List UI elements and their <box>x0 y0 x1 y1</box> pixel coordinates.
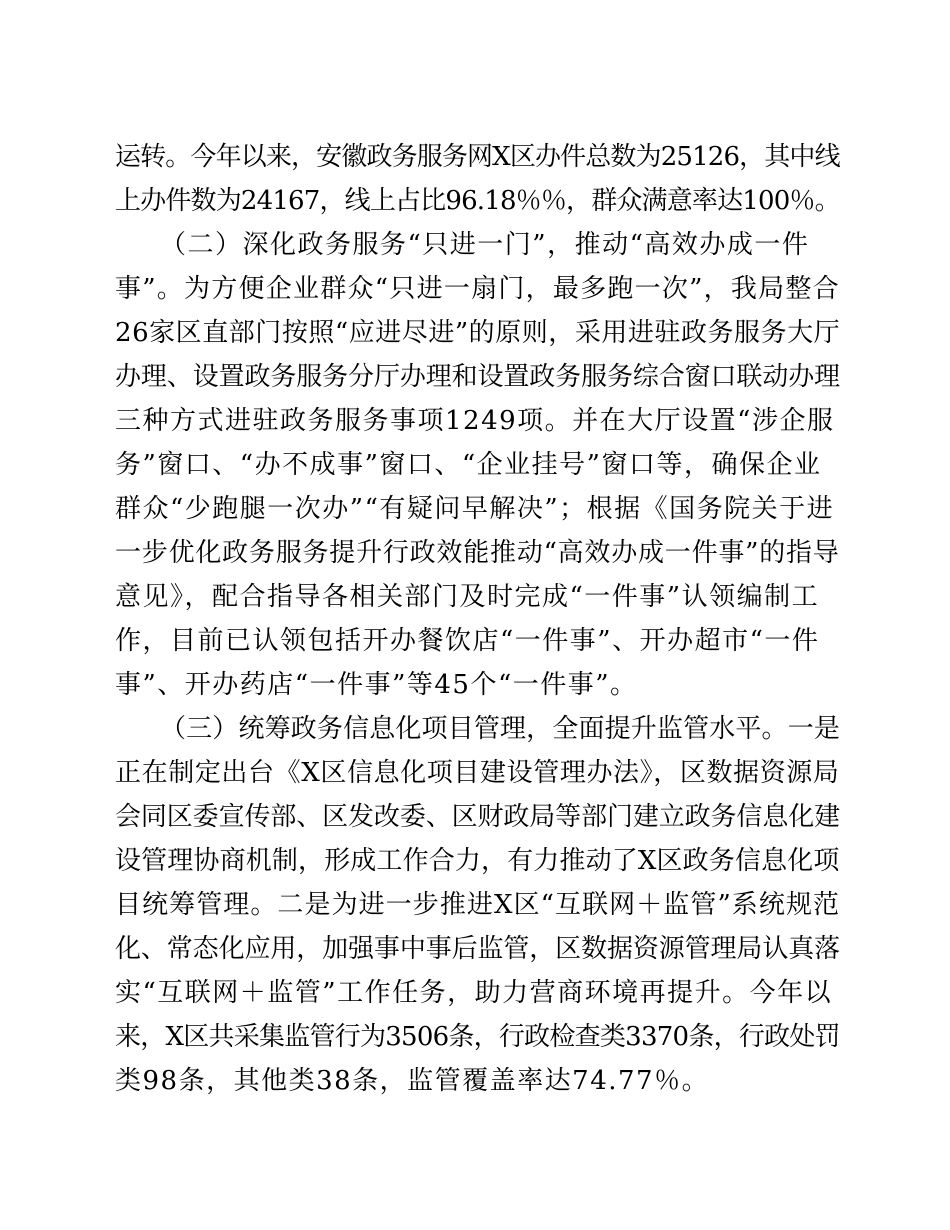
paragraph-3-line-7: 实“互联网＋监管”工作任务，助力营商环境再提升。今年以 <box>115 978 833 1008</box>
paragraph-1-line-1: 运转。今年以来，安徽政务服务网X区办件总数为25126，其中线 <box>115 142 840 172</box>
paragraph-2-line-8: 一步优化政务服务提升行政效能推动“高效办成一件事”的指导 <box>115 538 840 568</box>
paragraph-2-line-3: 26家区直部门按照“应进尽进”的原则，采用进驻政务服务大厅 <box>115 318 841 348</box>
paragraph-3-line-5: 目统筹管理。二是为进一步推进X区“互联网＋监管”系统规范 <box>115 890 841 920</box>
paragraph-2-line-11: 事”、开办药店“一件事”等45个“一件事”。 <box>115 670 638 700</box>
paragraph-2-line-5: 三种方式进驻政务服务事项1249项。并在大厅设置“涉企服 <box>115 406 835 436</box>
section-2-heading-line: （二）深化政务服务“只进一门”，推动“高效办成一件 <box>160 230 810 260</box>
paragraph-3-line-4: 设管理协商机制，形成工作合力，有力推动了X区政务信息化项 <box>115 846 840 876</box>
paragraph-3-line-9: 类98条，其他类38条，监管覆盖率达74.77％。 <box>115 1066 710 1096</box>
paragraph-2-line-7: 群众“少跑腿一次办”“有疑问早解决”；根据《国务院关于进 <box>115 494 835 524</box>
paragraph-2-line-9: 意见》，配合指导各相关部门及时完成“一件事”认领编制工 <box>115 582 820 612</box>
paragraph-3-line-2: 正在制定出台《X区信息化项目建设管理办法》，区数据资源局 <box>115 758 840 788</box>
section-3-heading-line: （三）统筹政务信息化项目管理，全面提升监管水平。一是 <box>160 714 841 744</box>
paragraph-3-line-8: 来，X区共采集监管行为3506条，行政检查类3370条，行政处罚 <box>115 1022 840 1052</box>
paragraph-2-line-2: 事”。为方便企业群众“只进一扇门，最多跑一次”，我局整合 <box>115 274 840 304</box>
paragraph-2-line-6: 务”窗口、“办不成事”窗口、“企业挂号”窗口等，确保企业 <box>115 450 822 480</box>
paragraph-3-line-3: 会同区委宣传部、区发改委、区财政局等部门建立政务信息化建 <box>115 802 841 832</box>
paragraph-2-line-4: 办理、设置政务服务分厅办理和设置政务服务综合窗口联动办理 <box>115 362 841 392</box>
paragraph-1-line-2: 上办件数为24167，线上占比96.18％％，群众满意率达100％。 <box>115 186 840 216</box>
paragraph-2-line-10: 作，目前已认领包括开办餐饮店“一件事”、开办超市“一件 <box>115 626 820 656</box>
paragraph-3-line-6: 化、常态化应用，加强事中事后监管，区数据资源管理局认真落 <box>115 934 841 964</box>
